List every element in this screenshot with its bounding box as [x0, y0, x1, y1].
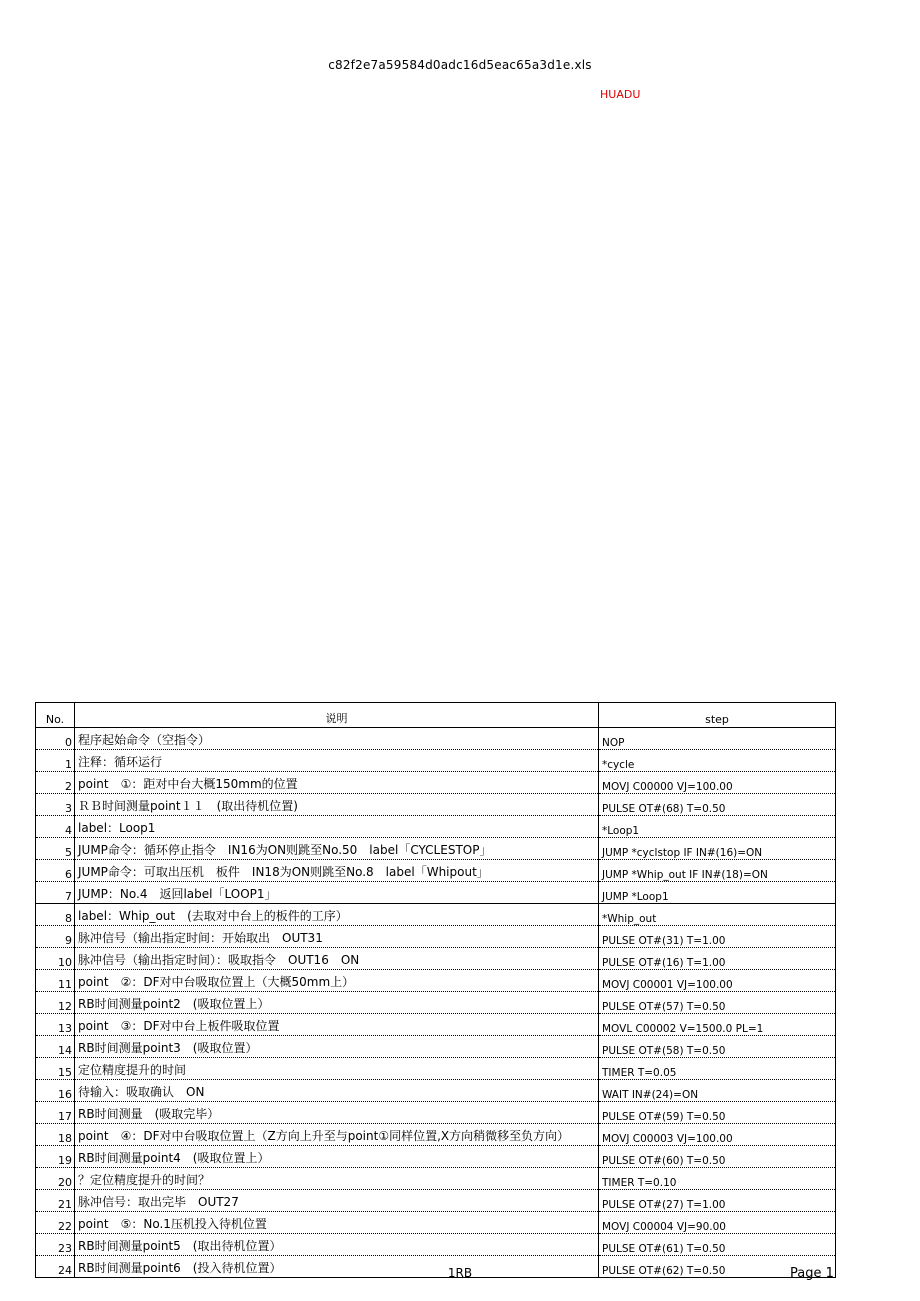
- step-cell: TIMER T=0.05: [599, 1058, 836, 1080]
- column-header-step: step: [599, 703, 836, 728]
- description-cell: 定位精度提升的时间: [75, 1058, 599, 1080]
- column-header-no: No.: [36, 703, 75, 728]
- step-cell: MOVJ C00004 VJ=90.00: [599, 1212, 836, 1234]
- row-number-cell: 14: [36, 1036, 75, 1058]
- file-name-header: c82f2e7a59584d0adc16d5eac65a3d1e.xls: [328, 58, 592, 72]
- description-cell: point ⑤：No.1压机投入待机位置: [75, 1212, 599, 1234]
- step-cell: *Loop1: [599, 816, 836, 838]
- table-row: [36, 1080, 836, 1102]
- row-number-cell: 12: [36, 992, 75, 1014]
- row-number-cell: 13: [36, 1014, 75, 1036]
- description-cell: 脉冲信号：取出完毕 OUT27: [75, 1190, 599, 1212]
- table-row: [36, 948, 836, 970]
- step-cell: PULSE OT#(60) T=0.50: [599, 1146, 836, 1168]
- row-number-cell: 17: [36, 1102, 75, 1124]
- row-number-cell: 9: [36, 926, 75, 948]
- step-cell: *Whip_out: [599, 904, 836, 926]
- column-header-description: 说明: [75, 703, 599, 728]
- description-cell: point ④：DF对中台吸取位置上（Z方向上升至与point①同样位置,X方向稍微移至负方向）: [75, 1124, 599, 1146]
- row-number-cell: 20: [36, 1168, 75, 1190]
- row-number-cell: 21: [36, 1190, 75, 1212]
- step-cell: PULSE OT#(16) T=1.00: [599, 948, 836, 970]
- row-number-cell: 22: [36, 1212, 75, 1234]
- row-number-cell: 0: [36, 728, 75, 750]
- description-cell: label：Whip_out (去取对中台上的板件的工序）: [75, 904, 599, 926]
- table-row: [36, 728, 836, 750]
- step-cell: PULSE OT#(58) T=0.50: [599, 1036, 836, 1058]
- table-row: [36, 1058, 836, 1080]
- table-row: [36, 1036, 836, 1058]
- description-cell: ＲＢ时间测量point１１ (取出待机位置): [75, 794, 599, 816]
- table-row: [36, 1212, 836, 1234]
- row-number-cell: 3: [36, 794, 75, 816]
- description-cell: RB时间测量point5 (取出待机位置）: [75, 1234, 599, 1256]
- row-number-cell: 11: [36, 970, 75, 992]
- description-cell: 脉冲信号（输出指定时间：开始取出 OUT31: [75, 926, 599, 948]
- row-number-cell: 2: [36, 772, 75, 794]
- brand-label: HUADU: [600, 88, 641, 101]
- table-row: [36, 1234, 836, 1256]
- description-cell: RB时间测量point3 (吸取位置）: [75, 1036, 599, 1058]
- table-row: [36, 794, 836, 816]
- table-row: [36, 772, 836, 794]
- page-number-footer: Page 1: [790, 1266, 834, 1281]
- step-cell: JUMP *cyclstop IF IN#(16)=ON: [599, 838, 836, 860]
- step-cell: JUMP *Whip_out IF IN#(18)=ON: [599, 860, 836, 882]
- step-cell: MOVJ C00001 VJ=100.00: [599, 970, 836, 992]
- row-number-cell: 1: [36, 750, 75, 772]
- description-cell: 程序起始命令（空指令）: [75, 728, 599, 750]
- table-row: [36, 1190, 836, 1212]
- table-row: [36, 1102, 836, 1124]
- row-number-cell: 16: [36, 1080, 75, 1102]
- row-number-cell: 18: [36, 1124, 75, 1146]
- table-header-row: [36, 703, 836, 728]
- step-cell: MOVJ C00003 VJ=100.00: [599, 1124, 836, 1146]
- row-number-cell: 24: [36, 1256, 75, 1278]
- table-row: [36, 860, 836, 882]
- description-cell: RB时间测量point6 (投入待机位置）: [75, 1256, 599, 1278]
- description-cell: ？定位精度提升的时间？: [75, 1168, 599, 1190]
- step-cell: MOVL C00002 V=1500.0 PL=1: [599, 1014, 836, 1036]
- step-cell: PULSE OT#(68) T=0.50: [599, 794, 836, 816]
- program-steps-table: [35, 702, 836, 1278]
- row-number-cell: 23: [36, 1234, 75, 1256]
- description-cell: RB时间测量point2 (吸取位置上）: [75, 992, 599, 1014]
- step-cell: PULSE OT#(57) T=0.50: [599, 992, 836, 1014]
- description-cell: JUMP命令：可取出压机 板件 IN18为ON则跳至No.8 label「Whipout」: [75, 860, 599, 882]
- description-cell: label：Loop1: [75, 816, 599, 838]
- step-cell: PULSE OT#(27) T=1.00: [599, 1190, 836, 1212]
- description-cell: RB时间测量 (吸取完毕）: [75, 1102, 599, 1124]
- description-cell: RB时间测量point4 (吸取位置上）: [75, 1146, 599, 1168]
- row-number-cell: 4: [36, 816, 75, 838]
- step-cell: NOP: [599, 728, 836, 750]
- table-row: [36, 1014, 836, 1036]
- table-row: [36, 926, 836, 948]
- description-cell: 注释：循环运行: [75, 750, 599, 772]
- table-row: [36, 1168, 836, 1190]
- description-cell: JUMP：No.4 返回label「LOOP1」: [75, 882, 599, 904]
- row-number-cell: 10: [36, 948, 75, 970]
- row-number-cell: 19: [36, 1146, 75, 1168]
- table-row: [36, 816, 836, 838]
- row-number-cell: 8: [36, 904, 75, 926]
- step-cell: *cycle: [599, 750, 836, 772]
- description-cell: 待输入：吸取确认 ON: [75, 1080, 599, 1102]
- table-row: [36, 882, 836, 904]
- description-cell: point ③：DF对中台上板件吸取位置: [75, 1014, 599, 1036]
- step-cell: MOVJ C00000 VJ=100.00: [599, 772, 836, 794]
- description-cell: JUMP命令：循环停止指令 IN16为ON则跳至No.50 label「CYCLESTOP」: [75, 838, 599, 860]
- step-cell: PULSE OT#(62) T=0.50: [599, 1256, 836, 1278]
- table-row: [36, 970, 836, 992]
- step-cell: WAIT IN#(24)=ON: [599, 1080, 836, 1102]
- row-number-cell: 15: [36, 1058, 75, 1080]
- description-cell: 脉冲信号（输出指定时间）：吸取指令 OUT16 ON: [75, 948, 599, 970]
- step-cell: JUMP *Loop1: [599, 882, 836, 904]
- step-cell: PULSE OT#(31) T=1.00: [599, 926, 836, 948]
- step-cell: PULSE OT#(59) T=0.50: [599, 1102, 836, 1124]
- row-number-cell: 6: [36, 860, 75, 882]
- step-cell: PULSE OT#(61) T=0.50: [599, 1234, 836, 1256]
- table-row: [36, 1146, 836, 1168]
- description-cell: point ①：距对中台大概150mm的位置: [75, 772, 599, 794]
- step-cell: TIMER T=0.10: [599, 1168, 836, 1190]
- table-row: [36, 904, 836, 926]
- table-row: [36, 1124, 836, 1146]
- row-number-cell: 5: [36, 838, 75, 860]
- row-number-cell: 7: [36, 882, 75, 904]
- table-row: [36, 992, 836, 1014]
- table-row: [36, 750, 836, 772]
- table-row: [36, 838, 836, 860]
- description-cell: point ②：DF对中台吸取位置上（大概50mm上）: [75, 970, 599, 992]
- sheet-name-footer: 1RB: [447, 1266, 473, 1280]
